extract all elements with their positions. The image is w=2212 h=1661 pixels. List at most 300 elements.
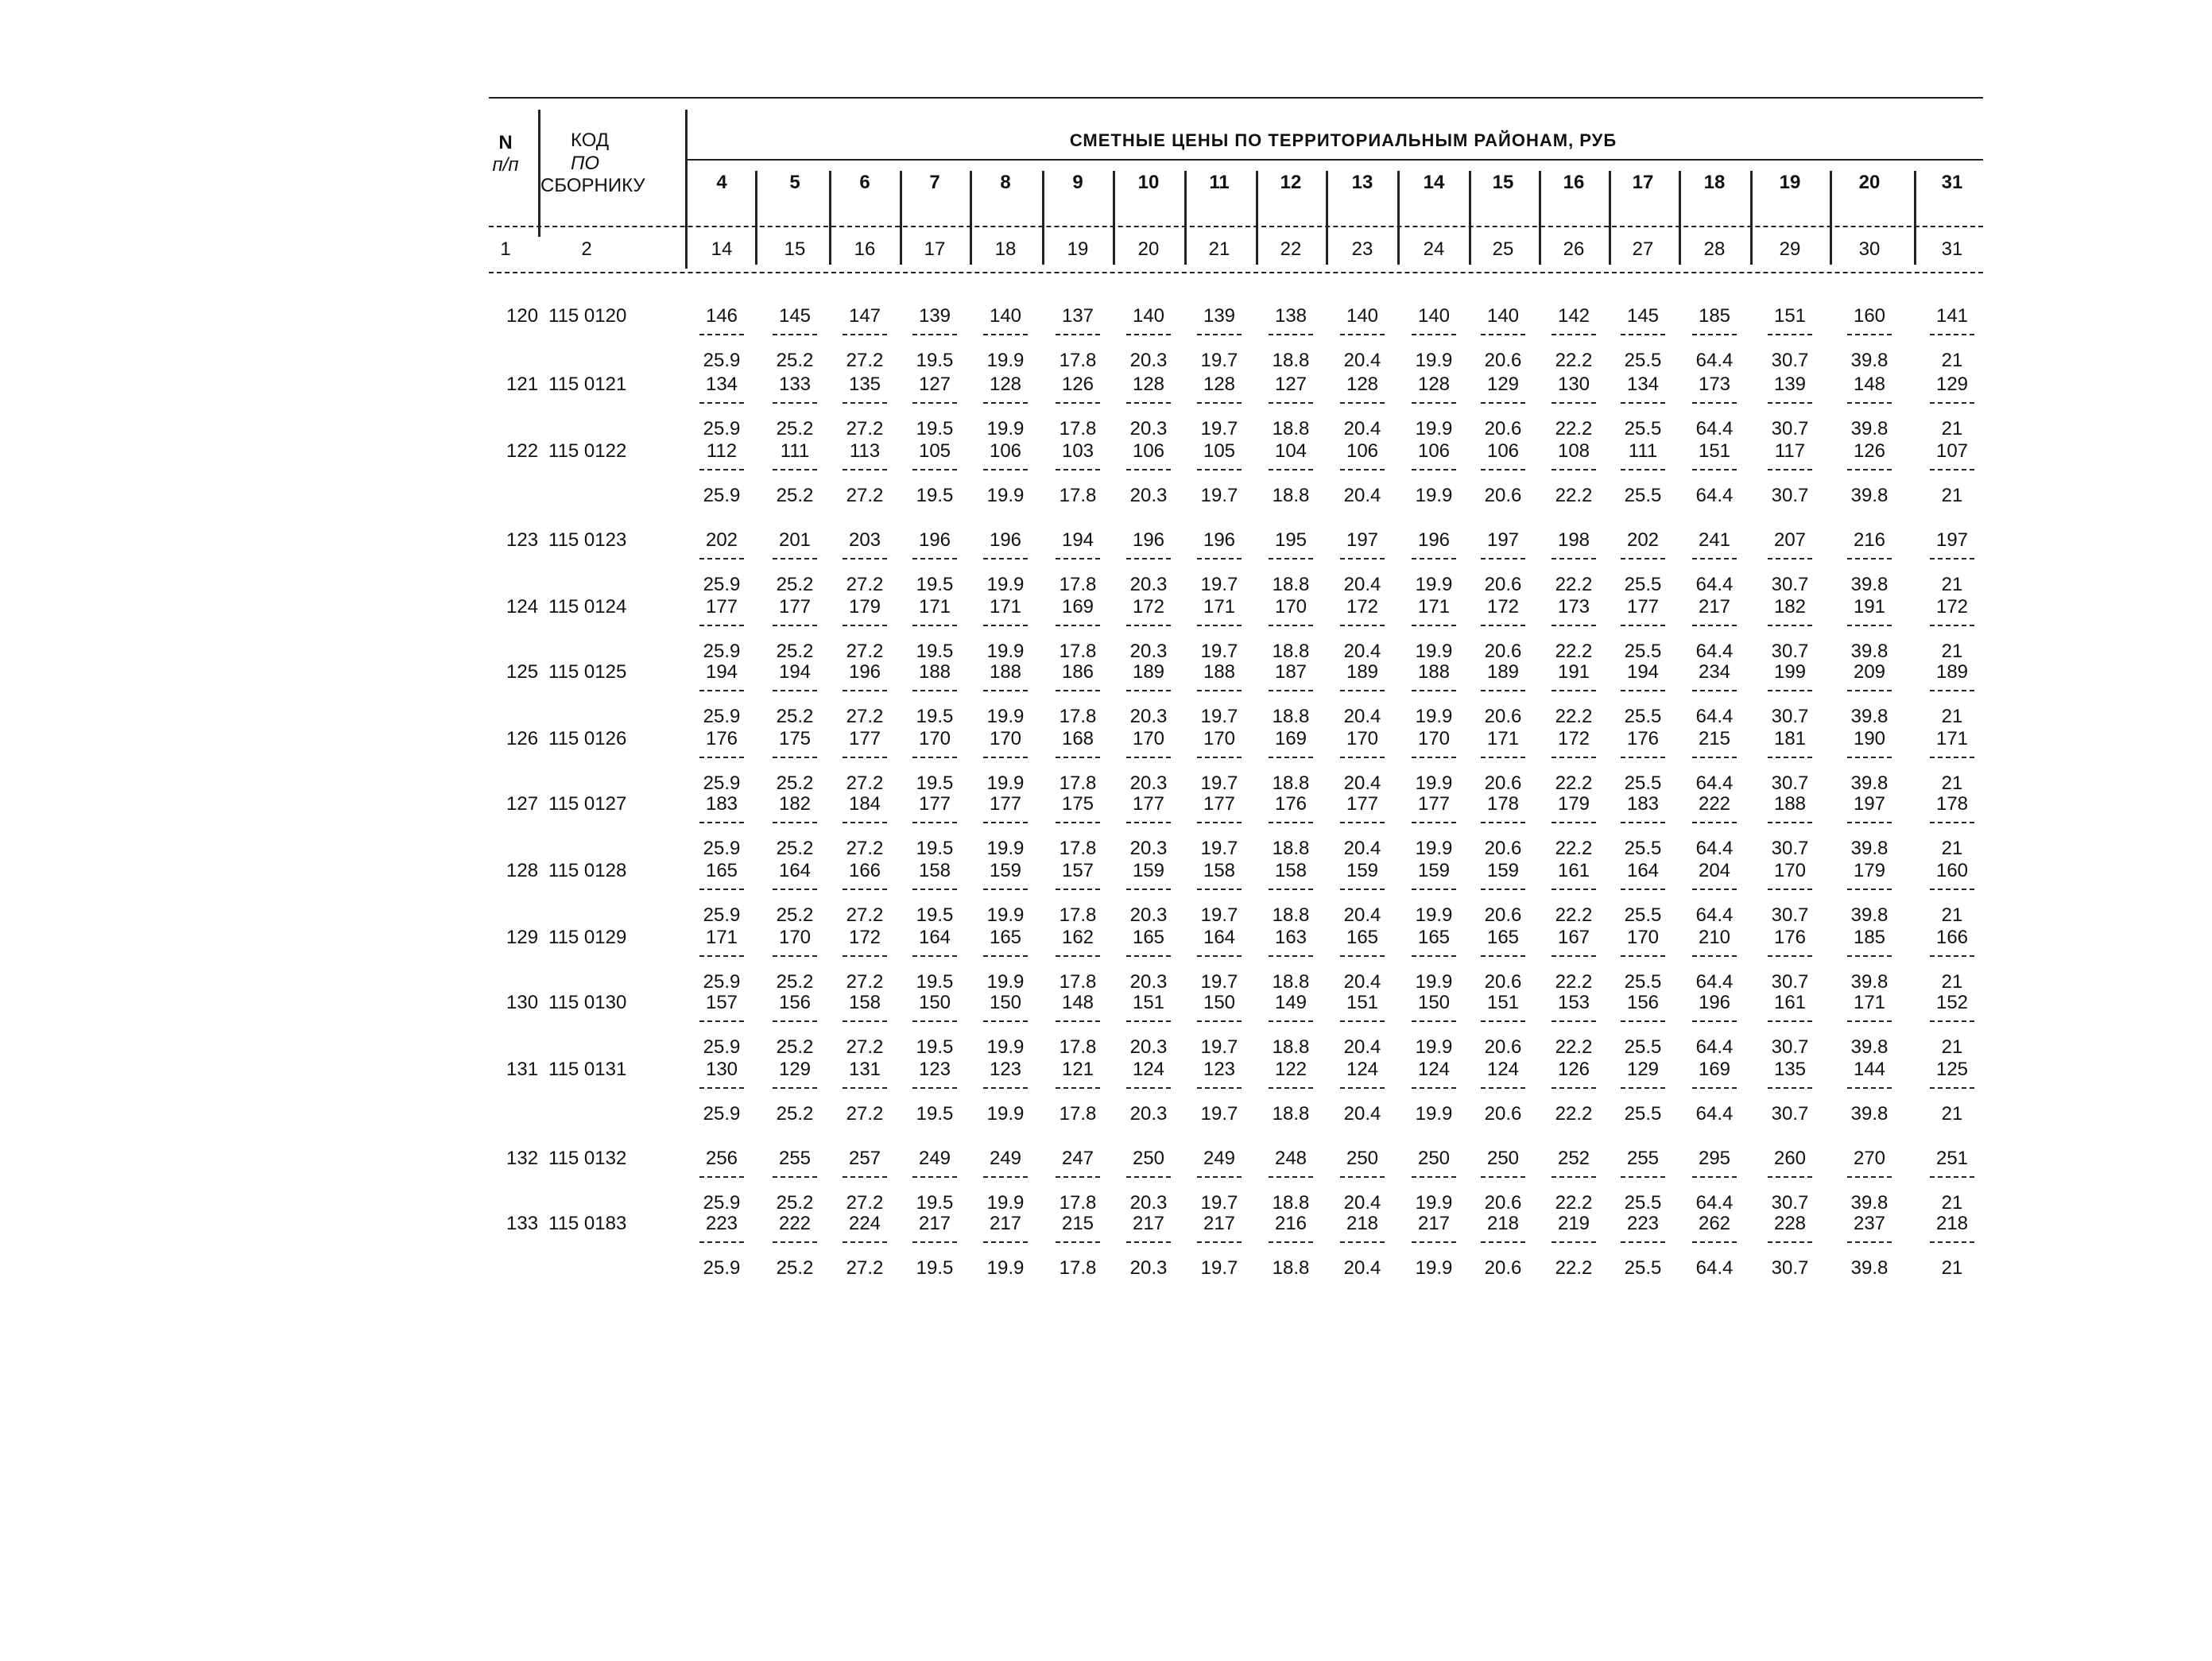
price-value: 250 xyxy=(1346,1148,1379,1169)
fraction-dash xyxy=(1692,1087,1737,1089)
wage-value: 30.7 xyxy=(1771,904,1809,926)
price-value: 260 xyxy=(1773,1148,1807,1169)
wage-value: 19.5 xyxy=(916,971,954,993)
fraction-dash xyxy=(1126,690,1171,691)
fraction-dash xyxy=(1056,334,1100,335)
price-value: 178 xyxy=(1486,793,1520,815)
price-value: 152 xyxy=(1935,992,1969,1013)
fraction-dash xyxy=(1847,1020,1892,1022)
fraction-dash xyxy=(773,690,817,691)
fraction-dash xyxy=(912,1241,957,1243)
price-value: 249 xyxy=(918,1148,951,1169)
price-value: 106 xyxy=(1417,440,1451,462)
price-value: 252 xyxy=(1557,1148,1590,1169)
fraction-dash xyxy=(1847,558,1892,559)
price-value: 106 xyxy=(1132,440,1165,462)
index-cell: 19 xyxy=(1067,238,1089,260)
price-value: 148 xyxy=(1853,374,1886,395)
price-value: 146 xyxy=(705,305,738,327)
price-value: 165 xyxy=(1132,927,1165,948)
wage-value: 25.9 xyxy=(703,904,741,926)
wage-value: 17.8 xyxy=(1059,485,1097,506)
fraction-dash xyxy=(983,558,1028,559)
district-divider xyxy=(970,171,972,265)
fraction-dash xyxy=(1412,1020,1456,1022)
price-value: 164 xyxy=(778,860,812,881)
price-value: 196 xyxy=(1203,529,1236,551)
wage-value: 30.7 xyxy=(1771,485,1809,506)
wage-value: 19.9 xyxy=(1415,904,1453,926)
col-num-label-2: п/п xyxy=(492,154,519,176)
price-value: 166 xyxy=(1935,927,1969,948)
fraction-dash xyxy=(1930,1087,1974,1089)
fraction-dash xyxy=(1412,889,1456,890)
price-value: 175 xyxy=(778,728,812,749)
wage-value: 21 xyxy=(1941,641,1963,662)
wage-value: 22.2 xyxy=(1555,418,1593,439)
fraction-dash xyxy=(1768,558,1812,559)
wage-value: 19.5 xyxy=(916,706,954,727)
wage-value: 25.2 xyxy=(776,1036,814,1058)
fraction-dash xyxy=(1269,1087,1313,1089)
wage-value: 30.7 xyxy=(1771,1103,1809,1125)
index-cell: 26 xyxy=(1563,238,1585,260)
district-number: 14 xyxy=(1423,172,1445,193)
wage-value: 39.8 xyxy=(1850,418,1889,439)
price-value: 207 xyxy=(1773,529,1807,551)
wage-value: 18.8 xyxy=(1272,1036,1310,1058)
index-cell: 14 xyxy=(711,238,733,260)
price-value: 178 xyxy=(1935,793,1969,815)
wage-value: 27.2 xyxy=(846,706,884,727)
fraction-dash xyxy=(1269,889,1313,890)
fraction-dash xyxy=(1412,402,1456,404)
wage-value: 19.9 xyxy=(986,904,1025,926)
fraction-dash xyxy=(1056,402,1100,404)
index-cell: 16 xyxy=(854,238,876,260)
price-value: 158 xyxy=(918,860,951,881)
wage-value: 20.6 xyxy=(1484,971,1522,993)
fraction-dash xyxy=(1692,889,1737,890)
fraction-dash xyxy=(1768,469,1812,470)
wage-value: 25.5 xyxy=(1624,1192,1662,1214)
fraction-dash xyxy=(1197,469,1242,470)
price-value: 165 xyxy=(1417,927,1451,948)
price-value: 139 xyxy=(918,305,951,327)
fraction-dash xyxy=(773,757,817,758)
wage-value: 39.8 xyxy=(1850,485,1889,506)
wage-value: 25.9 xyxy=(703,772,741,794)
fraction-dash xyxy=(1847,334,1892,335)
price-value: 196 xyxy=(848,661,881,683)
wage-value: 19.9 xyxy=(986,1192,1025,1214)
wage-value: 20.4 xyxy=(1343,1257,1381,1279)
fraction-dash xyxy=(699,690,744,691)
wage-value: 30.7 xyxy=(1771,772,1809,794)
wage-value: 20.3 xyxy=(1129,641,1168,662)
fraction-dash xyxy=(1269,822,1313,823)
price-value: 164 xyxy=(1626,860,1660,881)
fraction-dash xyxy=(843,625,887,626)
price-value: 131 xyxy=(848,1059,881,1080)
fraction-dash xyxy=(699,955,744,957)
top-rule xyxy=(489,97,1983,99)
fraction-dash xyxy=(1692,334,1737,335)
price-value: 181 xyxy=(1773,728,1807,749)
fraction-dash xyxy=(1197,1020,1242,1022)
price-value: 183 xyxy=(705,793,738,815)
fraction-dash xyxy=(843,889,887,890)
wage-value: 22.2 xyxy=(1555,1257,1593,1279)
fraction-dash xyxy=(1126,1020,1171,1022)
district-divider xyxy=(1256,171,1258,265)
wage-value: 19.7 xyxy=(1200,1103,1238,1125)
price-value: 159 xyxy=(989,860,1022,881)
price-value: 140 xyxy=(1346,305,1379,327)
wage-value: 19.5 xyxy=(916,1103,954,1125)
district-divider xyxy=(1914,171,1916,265)
fraction-dash xyxy=(1551,1176,1596,1178)
wage-value: 39.8 xyxy=(1850,641,1889,662)
wage-value: 39.8 xyxy=(1850,574,1889,595)
wage-value: 22.2 xyxy=(1555,1036,1593,1058)
fraction-dash xyxy=(1847,955,1892,957)
wage-value: 19.5 xyxy=(916,641,954,662)
wage-value: 19.9 xyxy=(986,838,1025,859)
fraction-dash xyxy=(1269,1020,1313,1022)
col-code-label-2: ПО xyxy=(571,153,600,174)
price-value: 195 xyxy=(1274,529,1307,551)
wage-value: 64.4 xyxy=(1695,904,1734,926)
price-value: 251 xyxy=(1935,1148,1969,1169)
wage-value: 20.3 xyxy=(1129,485,1168,506)
wage-value: 21 xyxy=(1941,485,1963,506)
price-value: 177 xyxy=(989,793,1022,815)
wage-value: 25.5 xyxy=(1624,706,1662,727)
fraction-dash xyxy=(1340,822,1385,823)
fraction-dash xyxy=(699,1176,744,1178)
wage-value: 21 xyxy=(1941,971,1963,993)
row-code: 115 0124 xyxy=(548,596,627,618)
price-value: 223 xyxy=(705,1213,738,1234)
price-value: 177 xyxy=(1132,793,1165,815)
price-value: 108 xyxy=(1557,440,1590,462)
price-value: 128 xyxy=(1417,374,1451,395)
price-value: 158 xyxy=(848,992,881,1013)
price-value: 126 xyxy=(1061,374,1094,395)
fraction-dash xyxy=(1412,757,1456,758)
fraction-dash xyxy=(1768,1087,1812,1089)
wage-value: 20.3 xyxy=(1129,418,1168,439)
fraction-dash xyxy=(1481,955,1525,957)
wage-value: 21 xyxy=(1941,772,1963,794)
price-value: 197 xyxy=(1486,529,1520,551)
fraction-dash xyxy=(1621,1087,1665,1089)
index-cell: 28 xyxy=(1703,238,1726,260)
wage-value: 19.9 xyxy=(986,971,1025,993)
price-value: 145 xyxy=(778,305,812,327)
wage-value: 19.5 xyxy=(916,1036,954,1058)
fraction-dash xyxy=(1621,334,1665,335)
wage-value: 19.9 xyxy=(986,574,1025,595)
fraction-dash xyxy=(843,757,887,758)
row-number: 125 xyxy=(506,661,539,683)
price-value: 177 xyxy=(1626,596,1660,618)
fraction-dash xyxy=(1481,1087,1525,1089)
wage-value: 25.2 xyxy=(776,838,814,859)
fraction-dash xyxy=(983,889,1028,890)
price-value: 156 xyxy=(1626,992,1660,1013)
wage-value: 25.5 xyxy=(1624,1103,1662,1125)
price-value: 117 xyxy=(1774,440,1806,462)
price-value: 165 xyxy=(705,860,738,881)
fraction-dash xyxy=(912,558,957,559)
price-value: 295 xyxy=(1698,1148,1731,1169)
price-value: 218 xyxy=(1935,1213,1969,1234)
row-number: 129 xyxy=(506,927,539,948)
wage-value: 27.2 xyxy=(846,485,884,506)
price-value: 186 xyxy=(1061,661,1094,683)
wage-value: 20.6 xyxy=(1484,1192,1522,1214)
price-value: 148 xyxy=(1061,992,1094,1013)
price-value: 217 xyxy=(989,1213,1022,1234)
fraction-dash xyxy=(983,1087,1028,1089)
fraction-dash xyxy=(1269,334,1313,335)
wage-value: 25.9 xyxy=(703,1103,741,1125)
wage-value: 25.5 xyxy=(1624,1036,1662,1058)
wage-value: 19.9 xyxy=(1415,838,1453,859)
wage-value: 25.9 xyxy=(703,574,741,595)
price-value: 157 xyxy=(1061,860,1094,881)
price-value: 140 xyxy=(1417,305,1451,327)
fraction-dash xyxy=(1056,822,1100,823)
fraction-dash xyxy=(1930,625,1974,626)
price-value: 176 xyxy=(705,728,738,749)
wage-value: 27.2 xyxy=(846,574,884,595)
price-value: 171 xyxy=(1417,596,1451,618)
price-value: 164 xyxy=(1203,927,1236,948)
price-value: 179 xyxy=(1853,860,1886,881)
price-value: 177 xyxy=(1417,793,1451,815)
wage-value: 30.7 xyxy=(1771,971,1809,993)
price-value: 217 xyxy=(1203,1213,1236,1234)
wage-value: 20.6 xyxy=(1484,418,1522,439)
fraction-dash xyxy=(1930,757,1974,758)
row-number: 122 xyxy=(506,440,539,462)
fraction-dash xyxy=(1551,690,1596,691)
wage-value: 17.8 xyxy=(1059,641,1097,662)
price-value: 250 xyxy=(1132,1148,1165,1169)
wage-value: 27.2 xyxy=(846,904,884,926)
price-value: 184 xyxy=(848,793,881,815)
wage-value: 27.2 xyxy=(846,772,884,794)
wage-value: 19.5 xyxy=(916,1192,954,1214)
price-value: 151 xyxy=(1773,305,1807,327)
price-value: 153 xyxy=(1557,992,1590,1013)
price-value: 197 xyxy=(1346,529,1379,551)
fraction-dash xyxy=(1930,402,1974,404)
price-value: 222 xyxy=(1698,793,1731,815)
fraction-dash xyxy=(983,955,1028,957)
price-value: 126 xyxy=(1853,440,1886,462)
wage-value: 19.7 xyxy=(1200,485,1238,506)
row-number: 132 xyxy=(506,1148,539,1169)
wage-value: 27.2 xyxy=(846,838,884,859)
wage-value: 39.8 xyxy=(1850,1192,1889,1214)
price-value: 189 xyxy=(1132,661,1165,683)
fraction-dash xyxy=(699,1087,744,1089)
fraction-dash xyxy=(699,334,744,335)
price-value: 241 xyxy=(1698,529,1731,551)
fraction-dash xyxy=(983,402,1028,404)
price-value: 172 xyxy=(1486,596,1520,618)
wage-value: 19.7 xyxy=(1200,904,1238,926)
wage-value: 64.4 xyxy=(1695,1257,1734,1279)
wage-value: 18.8 xyxy=(1272,418,1310,439)
wage-value: 39.8 xyxy=(1850,706,1889,727)
wage-value: 27.2 xyxy=(846,971,884,993)
wage-value: 18.8 xyxy=(1272,1257,1310,1279)
fraction-dash xyxy=(843,955,887,957)
price-value: 191 xyxy=(1853,596,1886,618)
wage-value: 20.4 xyxy=(1343,574,1381,595)
fraction-dash xyxy=(1768,1020,1812,1022)
price-value: 150 xyxy=(918,992,951,1013)
price-value: 188 xyxy=(1417,661,1451,683)
fraction-dash xyxy=(1551,625,1596,626)
price-value: 170 xyxy=(989,728,1022,749)
wage-value: 27.2 xyxy=(846,1103,884,1125)
fraction-dash xyxy=(912,1176,957,1178)
price-value: 165 xyxy=(989,927,1022,948)
index-cell: 31 xyxy=(1941,238,1963,260)
wage-value: 18.8 xyxy=(1272,971,1310,993)
fraction-dash xyxy=(1197,955,1242,957)
wage-value: 18.8 xyxy=(1272,1103,1310,1125)
price-value: 171 xyxy=(1486,728,1520,749)
price-value: 219 xyxy=(1557,1213,1590,1234)
price-value: 170 xyxy=(1346,728,1379,749)
price-value: 170 xyxy=(1132,728,1165,749)
district-number: 19 xyxy=(1779,172,1801,193)
wage-value: 17.8 xyxy=(1059,706,1097,727)
wage-value: 17.8 xyxy=(1059,1257,1097,1279)
wage-value: 19.7 xyxy=(1200,971,1238,993)
fraction-dash xyxy=(1481,402,1525,404)
wage-value: 19.7 xyxy=(1200,641,1238,662)
index-cell: 22 xyxy=(1280,238,1302,260)
price-value: 188 xyxy=(918,661,951,683)
price-value: 144 xyxy=(1853,1059,1886,1080)
price-value: 161 xyxy=(1773,992,1807,1013)
fraction-dash xyxy=(1930,1020,1974,1022)
price-value: 170 xyxy=(1274,596,1307,618)
wage-value: 30.7 xyxy=(1771,418,1809,439)
price-value: 123 xyxy=(918,1059,951,1080)
row-number: 131 xyxy=(506,1059,539,1080)
fraction-dash xyxy=(1768,625,1812,626)
wage-value: 30.7 xyxy=(1771,1257,1809,1279)
price-value: 122 xyxy=(1274,1059,1307,1080)
wage-value: 19.7 xyxy=(1200,1036,1238,1058)
price-value: 169 xyxy=(1061,596,1094,618)
price-value: 201 xyxy=(778,529,812,551)
wage-value: 17.8 xyxy=(1059,904,1097,926)
wage-value: 27.2 xyxy=(846,1036,884,1058)
price-value: 172 xyxy=(1935,596,1969,618)
price-value: 216 xyxy=(1274,1213,1307,1234)
fraction-dash xyxy=(1126,558,1171,559)
wage-value: 25.5 xyxy=(1624,838,1662,859)
fraction-dash xyxy=(1551,558,1596,559)
wage-value: 21 xyxy=(1941,838,1963,859)
wage-value: 19.9 xyxy=(986,485,1025,506)
wage-value: 39.8 xyxy=(1850,1036,1889,1058)
price-value: 134 xyxy=(705,374,738,395)
fraction-dash xyxy=(773,822,817,823)
wage-value: 17.8 xyxy=(1059,574,1097,595)
wage-value: 21 xyxy=(1941,1257,1963,1279)
wage-value: 25.9 xyxy=(703,485,741,506)
wage-value: 22.2 xyxy=(1555,904,1593,926)
fraction-dash xyxy=(1551,469,1596,470)
row-code: 115 0120 xyxy=(548,305,627,327)
fraction-dash xyxy=(912,889,957,890)
price-value: 189 xyxy=(1935,661,1969,683)
wage-value: 20.6 xyxy=(1484,485,1522,506)
fraction-dash xyxy=(699,402,744,404)
wage-value: 20.4 xyxy=(1343,1192,1381,1214)
price-value: 130 xyxy=(1557,374,1590,395)
wage-value: 25.9 xyxy=(703,971,741,993)
fraction-dash xyxy=(1621,1020,1665,1022)
price-value: 159 xyxy=(1132,860,1165,881)
fraction-dash xyxy=(912,955,957,957)
wage-value: 19.9 xyxy=(986,706,1025,727)
fraction-dash xyxy=(983,757,1028,758)
wage-value: 19.9 xyxy=(1415,1103,1453,1125)
fraction-dash xyxy=(1768,757,1812,758)
fraction-dash xyxy=(1692,822,1737,823)
price-value: 105 xyxy=(918,440,951,462)
wage-value: 30.7 xyxy=(1771,641,1809,662)
index-cell: 27 xyxy=(1632,238,1654,260)
fraction-dash xyxy=(843,1020,887,1022)
price-value: 199 xyxy=(1773,661,1807,683)
price-value: 150 xyxy=(1203,992,1236,1013)
fraction-dash xyxy=(773,955,817,957)
wage-value: 22.2 xyxy=(1555,350,1593,371)
fraction-dash xyxy=(912,1087,957,1089)
price-value: 196 xyxy=(1698,992,1731,1013)
wage-value: 64.4 xyxy=(1695,641,1734,662)
wage-value: 25.5 xyxy=(1624,971,1662,993)
fraction-dash xyxy=(983,822,1028,823)
price-value: 234 xyxy=(1698,661,1731,683)
wage-value: 21 xyxy=(1941,574,1963,595)
fraction-dash xyxy=(1621,1176,1665,1178)
wage-value: 25.5 xyxy=(1624,1257,1662,1279)
fraction-dash xyxy=(1621,469,1665,470)
fraction-dash xyxy=(1481,558,1525,559)
fraction-dash xyxy=(1481,1241,1525,1243)
wage-value: 19.5 xyxy=(916,772,954,794)
row-code: 115 0132 xyxy=(548,1148,627,1169)
row-code: 115 0128 xyxy=(548,860,627,881)
price-value: 129 xyxy=(1935,374,1969,395)
fraction-dash xyxy=(1412,334,1456,335)
wage-value: 64.4 xyxy=(1695,772,1734,794)
